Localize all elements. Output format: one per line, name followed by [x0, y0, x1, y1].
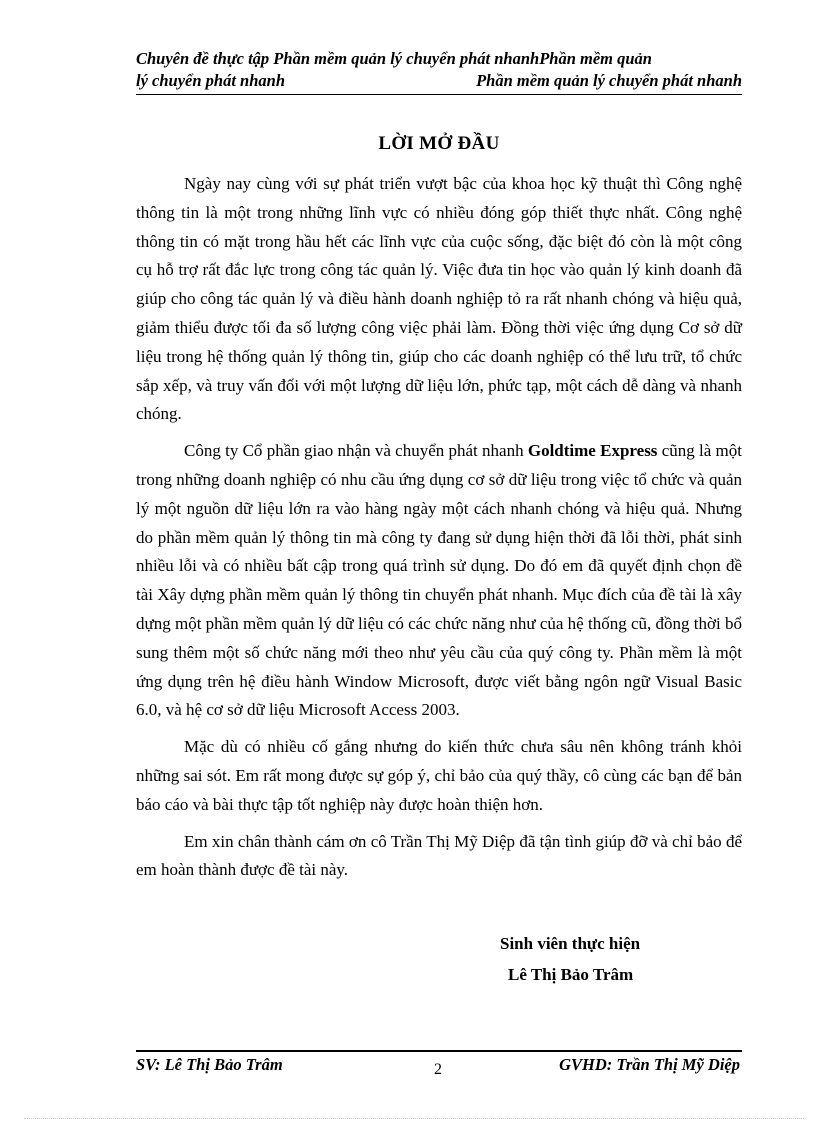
page-edge-divider: [24, 1118, 804, 1119]
footer-student: SV: Lê Thị Bảo Trâm: [136, 1055, 283, 1074]
header-line-2-right: Phần mềm quản lý chuyển phát nhanh: [476, 71, 742, 90]
footer-rule: [136, 1050, 742, 1052]
header-line-2-left: lý chuyển phát nhanh: [136, 71, 285, 90]
page-number: 2: [434, 1061, 442, 1078]
body-text: [136, 170, 742, 893]
paragraph-2-start: Công ty Cổ phần giao nhận và chuyển phát nhanh: [184, 441, 528, 461]
paragraph-3: Mặc dù có nhiều cố gắng nhưng do kiến thức chưa sâu nên không tránh khỏi những sai sót. Em rất mong được sự góp ý, chỉ bảo của quý thầy, cô cùng các bạn để bản báo cáo và bài thực tập tốt nghiệp này được hoàn thiện hơn.: [136, 737, 742, 814]
paragraph-4: Em xin chân thành cám ơn cô Trần Thị Mỹ Diệp đã tận tình giúp đỡ và chỉ bảo để em hoàn thành được đề tài này.: [136, 831, 742, 880]
paragraph-1: Ngày nay cùng với sự phát triển vượt bậc của khoa học kỹ thuật thì Công nghệ thông tin là một trong những lĩnh vực có nhiều đóng góp thiết thực nhất. Công nghệ thông tin có mặt trong hầu hết các lĩnh vực của cuộc sống, đặc biệt đó còn là một công cụ hỗ trợ rất đắc lực trong công tác quản lý. Việc đưa tin học vào quản lý kinh doanh đã giúp cho công tác quản lý và điều hành doanh nghiệp tỏ ra rất nhanh chóng và hiệu quả, giảm thiểu được tối đa số lượng công việc phải làm. Đồng thời việc ứng dụng Cơ sở dữ liệu trong hệ thống quản lý thông tin, giúp cho các doanh nghiệp có thể lưu trữ, tổ chức sắp xếp, và truy vấn đối với một lượng dữ liệu lớn, phức tạp, một cách dễ dàng và nhanh chóng.: [136, 174, 742, 424]
header-line-1: Chuyên đề thực tập Phần mềm quản lý chuyển phát nhanhPhần mềm quản: [136, 49, 652, 68]
signature-block: [500, 928, 700, 990]
paragraph-2-rest: cũng là một trong những doanh nghiệp có nhu cầu ứng dụng cơ sở dữ liệu trong việc tổ chức và quản lý một nguồn dữ liệu lớn ra vào hàng ngày một cách nhanh chóng và hiệu quả. Nhưng do phần mềm quản lý thông tin mà công ty đang sử dụng hiện thời đã lỗi thời, phát sinh nhiều lỗi và có nhiều bất cập trong quá trình sử dụng. Do đó em đã quyết định chọn đề tài Xây dựng phần mềm quản lý thông tin chuyển phát nhanh. Mục đích của đề tài là xây dựng một phần mềm quản lý dữ liệu có các chức năng như của hệ thống cũ, đồng thời bổ sung thêm một số chức năng mới theo như yêu cầu của quý công ty. Phần mềm là một ứng dụng trên hệ điều hành Window Microsoft, được viết bằng ngôn ngữ Visual Basic 6.0, và hệ cơ sở dữ liệu Microsoft Access 2003.: [136, 441, 742, 720]
running-header: [136, 48, 742, 92]
header-rule: [136, 94, 742, 95]
footer-supervisor: GVHD: Trần Thị Mỹ Diệp: [559, 1055, 740, 1074]
header-line-2: [136, 70, 742, 92]
running-footer: [136, 1055, 742, 1079]
signature-name: Lê Thị Bảo Trâm: [508, 965, 634, 984]
company-name: Goldtime Express: [527, 441, 658, 461]
page-title: LỜI MỞ ĐẦU: [378, 133, 500, 154]
signature-role: Sinh viên thực hiện: [500, 934, 641, 953]
paragraph-2: [136, 437, 742, 725]
